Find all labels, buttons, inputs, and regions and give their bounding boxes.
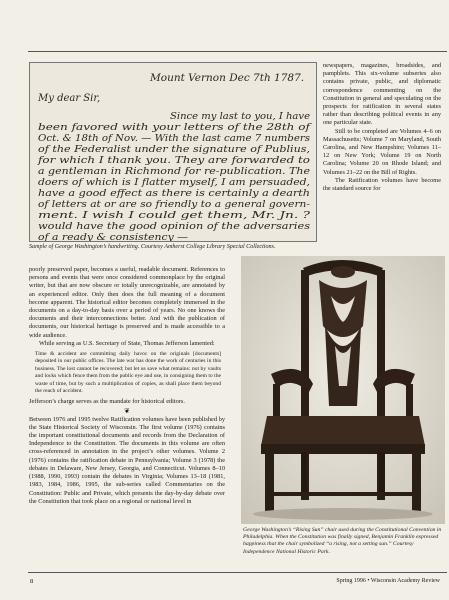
top-rule — [28, 51, 447, 52]
manuscript-line: doers of which is I flatter myself, I am persuaded, — [38, 177, 311, 188]
paragraph: Still to be completed are Volumes 4–6 on Massachusetts; Volume 7 on Maryland, South Carolina, and New Hampshire; Volumes 11–12 on New York; Volume 19 on North Carolina; Volume 20 on Rhode Island; and Volumes 21–22 on the Bill of Rights. — [323, 127, 441, 176]
page-number: 8 — [30, 578, 34, 585]
paragraph: newspapers, magazines, broadsides, and pamphlets. This six-volume subseries also contains private, public, and diplomatic correspondence commenting on the Constitution in general and speculating on the prospects for ratification in several states rather than describing political events in any one particular state. — [323, 62, 441, 127]
manuscript-line: a gentleman in Richmond for re-publication. The — [38, 166, 311, 177]
jefferson-quote: Time & accident are committing daily havoc on the originals [documents] deposited in our public offices. The late war has done the work of centuries in this business. The lost cannot be recovered; but let us save what remains: not by vaults and locks which fence them from the public eye and use, in consigning them to the waste of time, but by such a multiplication of copies, as shall place them beyond the reach of accident. — [35, 351, 221, 395]
paragraph: poorly preserved paper, becomes a useful, readable document. References to persons and events that were once considered commonplace by the original writer, but that are now obscure or totally unrecognizable, are annotated by an experienced editor. Only then does the full meaning of a document become apparent. The historical editor becomes completely immersed in the documents on a day-to-day basis over a period of years. No one knows the documents and their interconnections better. And with the publication of documents, our historical heritage is preserved and is made accessible to a wide audience. — [29, 266, 225, 339]
manuscript-line: of a ready & consistency — — [38, 232, 188, 242]
paragraph: The Ratification volumes have become the standard source for — [323, 176, 441, 193]
manuscript-salutation: My dear Sir, — [38, 93, 101, 104]
manuscript-line: Since my last to you, I have — [170, 111, 311, 122]
manuscript-line: ment. I wish I could get them, Mr. Jn. ? — [38, 210, 311, 221]
chair-caption: George Washington’s “Rising Sun” chair used during the Constitutional Convention in Philadelphia. When the Constitution was finally signed, Benjamin Franklin expressed happiness that the chair symbolized “a rising, not a setting sun.” Courtesy Independence National Historic Park. — [243, 527, 442, 555]
paragraph: Jefferson’s charge serves as the mandate for historical editors. — [29, 398, 185, 406]
top-right-column — [323, 62, 441, 193]
manuscript-caption: Sample of George Washington’s handwriting. Courtesy Amherst College Library Special Collections. — [29, 244, 276, 250]
manuscript-line: would have the good opinion of the adversaries — [38, 221, 311, 232]
manuscript-line: of letters at or are so friendly to a general govern- — [38, 199, 310, 210]
manuscript-line: for which I thank you. They are forwarded to — [36, 155, 311, 166]
manuscript-image — [29, 62, 317, 242]
manuscript-line: have a good effect as there is certainly a dearth — [38, 188, 311, 199]
paragraph: Between 1976 and 1995 twelve Ratification volumes have been published by the State Historical Society of Wisconsin. The first volume (1976) contains the important constitutional documents and records from the Declaration of Independence to the Constitution. The documents in this volume are often cross-referenced in annotation in the project’s other volumes. Volume 2 (1976) contains the ratification debate in Pennsylvania; Volume 3 (1978) the debates in Delaware, New Jersey, Georgia, and Connecticut. Volumes 8–10 (1988, 1990, 1993) contain the debates in Virginia; Volumes 13–18 (1981, 1983, 1984, 1986, 1995, the sub-series called Commentaries on the Constitution: Public and Private, which presents the day-by-day debate over the Constitution that took place on a regional or national level in — [29, 415, 225, 505]
manuscript-heading: Mount Vernon Dec 7th 1787. — [150, 72, 305, 84]
manuscript-line: Oct. & 18th of Nov. — With the last came 7 numbers — [38, 133, 311, 144]
manuscript-line: been favored with your letters of the 28th of — [38, 122, 313, 133]
chair-photo — [241, 256, 445, 524]
manuscript-line: of the Federalist under the signature of Publius, — [38, 144, 311, 155]
bottom-rule — [28, 572, 447, 573]
paragraph: While serving as U.S. Secretary of State, Thomas Jefferson lamented: — [39, 339, 215, 347]
section-dingbat: ❦ — [124, 406, 130, 415]
left-column — [29, 266, 225, 506]
footer-issue: Spring 1996 • Wisconsin Academy Review — [336, 578, 440, 584]
